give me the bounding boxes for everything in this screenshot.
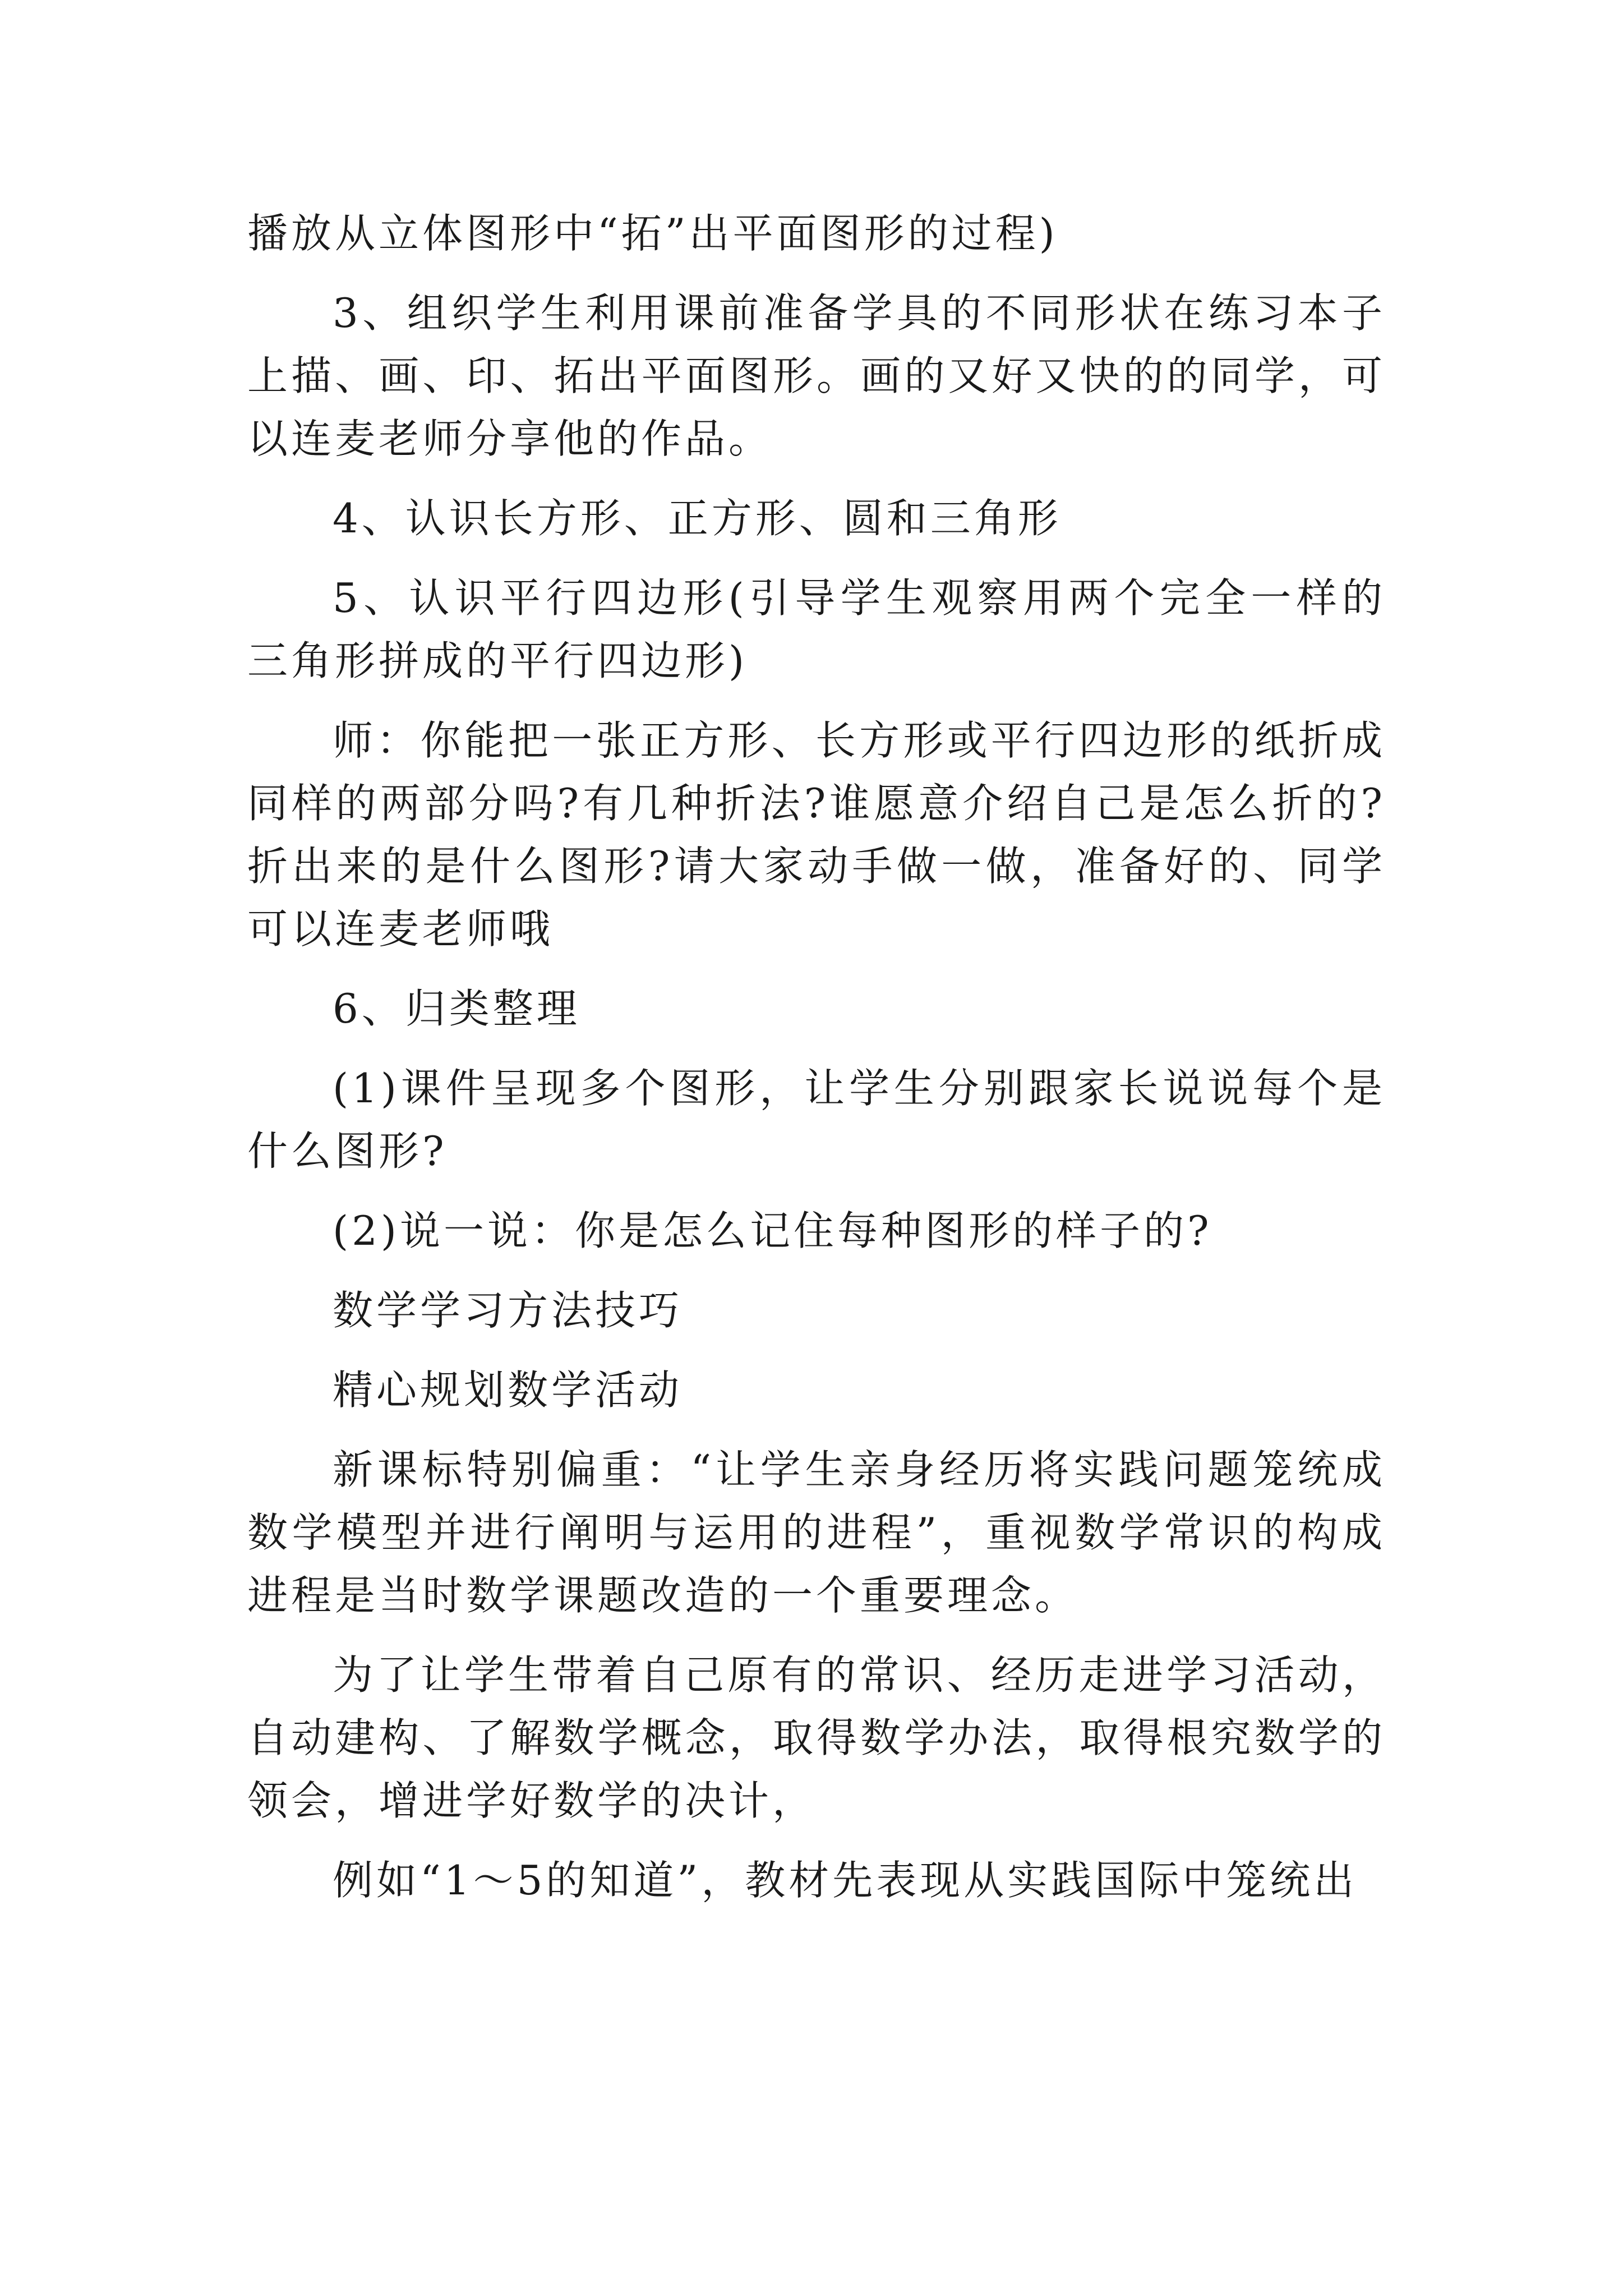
paragraph-2: 3、组织学生利用课前准备学具的不同形状在练习本子上描、画、印、拓出平面图形。画的又好又快的的同学，可以连麦老师分享他的作品。	[247, 289, 1386, 462]
paragraph-13: 例如“1～5的知道”，教材先表现从实践国际中笼统出	[333, 1857, 1358, 1904]
body-text	[247, 202, 1386, 1929]
paragraph-6: 6、归类整理	[333, 985, 580, 1032]
heading-method-tips: 数学学习方法技巧	[333, 1287, 683, 1334]
paragraph-11: 新课标特别偏重：“让学生亲身经历将实践问题笼统成数学模型并进行阐明与运用的进程”，重视数学常识的构成进程是当时数学课题改造的一个重要理念。	[247, 1446, 1386, 1619]
paragraph-4: 5、认识平行四边形(引导学生观察用两个完全一样的三角形拼成的平行四边形)	[247, 574, 1386, 684]
paragraph-5: 师：你能把一张正方形、长方形或平行四边形的纸折成同样的两部分吗?有几种折法?谁愿意介绍自己是怎么折的?折出来的是什么图形?请大家动手做一做，准备好的、同学可以连麦老师哦	[247, 717, 1386, 953]
heading-plan-activities: 精心规划数学活动	[333, 1366, 683, 1414]
paragraph-1: 播放从立体图形中“拓”出平面图形的过程)	[247, 210, 1058, 257]
paragraph-8: (2)说一说：你是怎么记住每种图形的样子的?	[333, 1207, 1212, 1254]
paragraph-3: 4、认识长方形、正方形、圆和三角形	[333, 495, 1062, 542]
paragraph-7: (1)课件呈现多个图形，让学生分别跟家长说说每个是什么图形?	[247, 1065, 1386, 1175]
paragraph-12: 为了让学生带着自己原有的常识、经历走进学习活动，自动建构、了解数学概念，取得数学办法，取得根究数学的领会，增进学好数学的决计，	[247, 1651, 1386, 1824]
